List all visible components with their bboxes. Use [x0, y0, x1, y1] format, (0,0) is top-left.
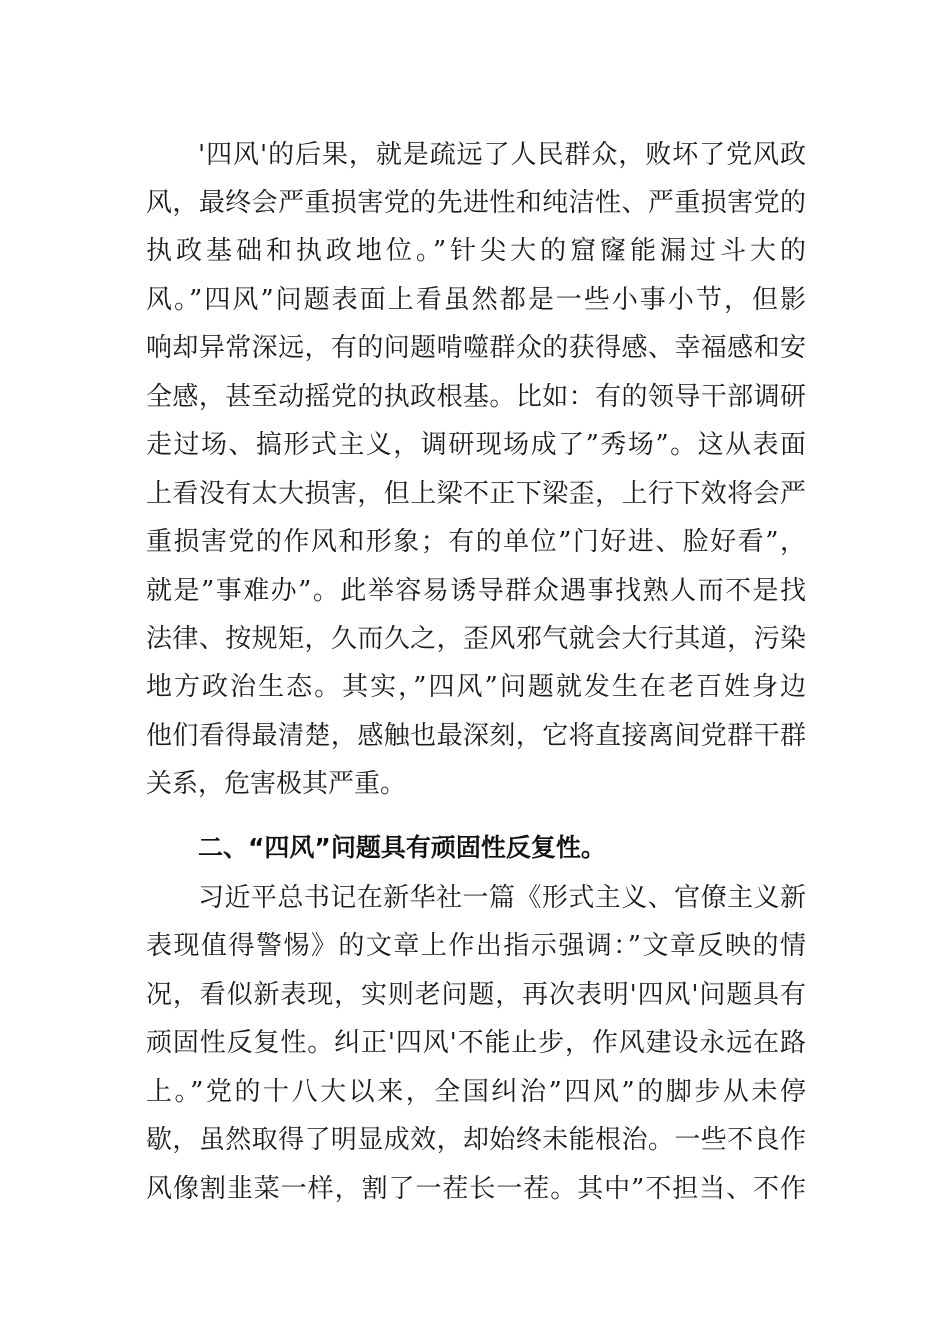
paragraph-1-line: 风。”四风”问题表面上看虽然都是一些小事小节，但影 [146, 285, 806, 315]
paragraph-2-line: 况，看似新表现，实则老问题，再次表明'四风'问题具有 [146, 980, 806, 1010]
paragraph-1-line: 风，最终会严重损害党的先进性和纯洁性、严重损害党的 [146, 188, 806, 218]
paragraph-1-line: 执政基础和执政地位。”针尖大的窟窿能漏过斗大的 [146, 236, 806, 266]
paragraph-1-line: 上看没有太大损害，但上梁不正下梁歪，上行下效将会严 [146, 479, 806, 509]
paragraph-1-line: '四风'的后果，就是疏远了人民群众，败坏了党风政 [198, 140, 806, 170]
paragraph-2-line: 上。”党的十八大以来，全国纠治”四风”的脚步从未停 [146, 1077, 806, 1107]
paragraph-2-line: 表现值得警惕》的文章上作出指示强调：”文章反映的情 [146, 931, 806, 961]
paragraph-1-line: 全感，甚至动摇党的执政根基。比如：有的领导干部调研 [146, 382, 806, 412]
paragraph-1-line: 他们看得最清楚，感触也最深刻，它将直接离间党群干群 [146, 721, 806, 751]
paragraph-2-line: 习近平总书记在新华社一篇《形式主义、官僚主义新 [198, 883, 806, 913]
paragraph-2-line: 顽固性反复性。纠正'四风'不能止步，作风建设永远在路 [146, 1028, 806, 1058]
paragraph-1-line: 响却异常深远，有的问题啃噬群众的获得感、幸福感和安 [146, 333, 806, 363]
paragraph-1-line: 走过场、搞形式主义，调研现场成了”秀场”。这从表面 [146, 430, 806, 460]
paragraph-1-line: 法律、按规矩，久而久之，歪风邪气就会大行其道，污染 [146, 624, 806, 654]
paragraph-1-line: 重损害党的作风和形象；有的单位”门好进、脸好看”， [146, 527, 806, 557]
section-heading: 二、“四风”问题具有顽固性反复性。 [198, 833, 606, 862]
paragraph-1-line: 就是”事难办”。此举容易诱导群众遇事找熟人而不是找 [146, 576, 806, 606]
paragraph-2-line: 风像割韭菜一样，割了一茬长一茬。其中”不担当、不作 [146, 1174, 806, 1204]
paragraph-2-line: 歇，虽然取得了明显成效，却始终未能根治。一些不良作 [146, 1125, 806, 1155]
paragraph-1-line: 关系，危害极其严重。 [146, 769, 407, 799]
paragraph-1-line: 地方政治生态。其实，”四风”问题就发生在老百姓身边 [146, 672, 806, 702]
